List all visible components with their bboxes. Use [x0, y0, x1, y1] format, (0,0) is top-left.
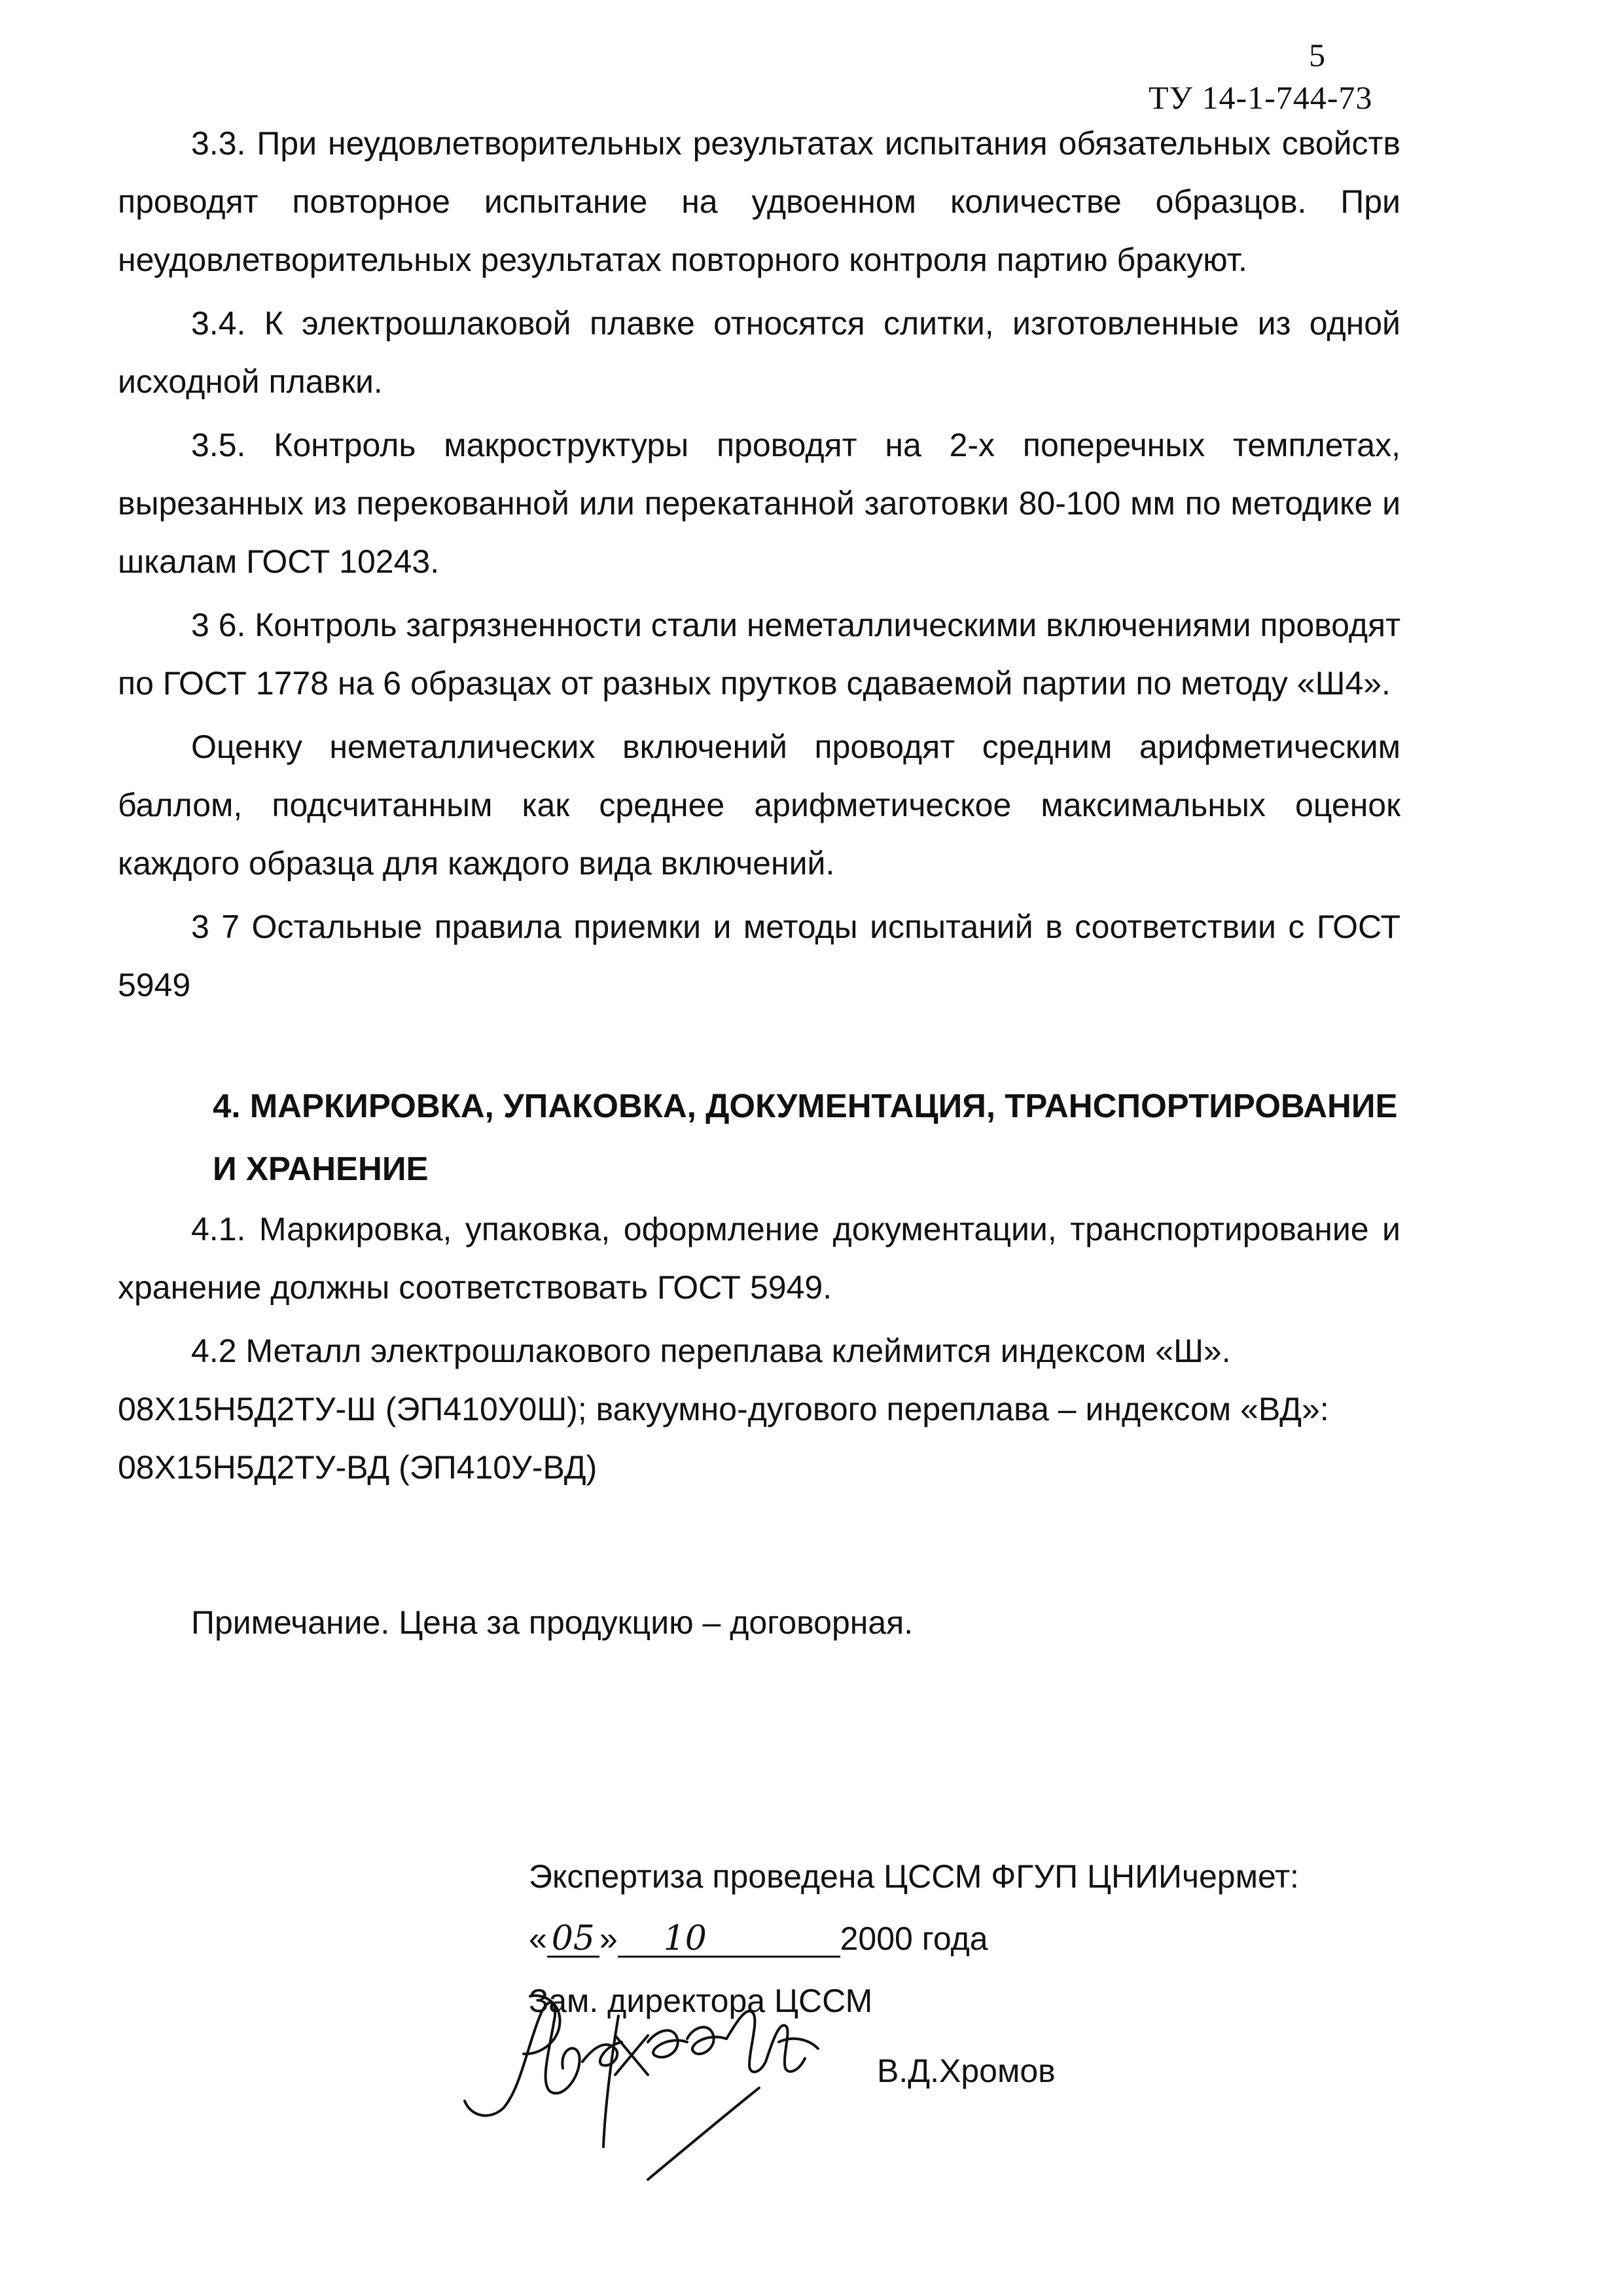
document-body	[118, 115, 1400, 1497]
date-month: 10	[618, 1922, 840, 1958]
expertise-date	[529, 1908, 1299, 1970]
date-day: 05	[547, 1922, 599, 1958]
signer-position: Зам. директора ЦССМ	[529, 1982, 873, 2019]
document-code: ТУ 14-1-744-73	[1149, 79, 1373, 116]
paragraph-3-4: 3.4. К электрошлаковой плавке относятся слитки, изготовленные из одной исходной плавки.	[118, 305, 1400, 400]
paragraph-3-6: 3 6. Контроль загрязненности стали неметаллическими включениями проводят по ГОСТ 1778 на 6 образцах от разных прутков сдаваемой партии по методу «Ш4».	[118, 607, 1400, 702]
date-quote-close: »	[599, 1920, 618, 1957]
paragraph-3-6-assessment: Оценку неметаллических включений проводят средним арифметическим баллом, подсчитанным как среднее арифметическое максимальных оценок каждого образца для каждого вида включений.	[118, 728, 1400, 882]
date-quote-open: «	[529, 1920, 547, 1957]
section-4-heading	[118, 1075, 1400, 1200]
paragraph-4-2: 4.2 Металл электрошлакового переплава клеймится индексом «Ш».	[191, 1333, 1231, 1369]
paragraph-3-5: 3.5. Контроль макроструктуры проводят на 2-х поперечных темплетах, вырезанных из перекованной или перекатанной заготовки 80-100 мм по методике и шкалам ГОСТ 10243.	[118, 427, 1400, 580]
date-year: 2000 года	[840, 1920, 988, 1957]
paragraph-4-1: 4.1. Маркировка, упаковка, оформление документации, транспортирование и хранение должны соответствовать ГОСТ 5949.	[118, 1211, 1400, 1306]
handwritten-signature	[452, 1977, 857, 2186]
paragraph-4-2-vd-line: 08Х15Н5Д2ТУ-ВД (ЭП410У-ВД)	[118, 1449, 597, 1486]
page-number: 5	[1309, 37, 1325, 73]
section-4-heading-line1: 4. МАРКИРОВКА, УПАКОВКА, ДОКУМЕНТАЦИЯ, ТРАНСПОРТИРОВАНИЕ	[213, 1087, 1398, 1124]
paragraph-4-2-grades-line: 08Х15Н5Д2ТУ-Ш (ЭП410У0Ш); вакуумно-дугового переплава – индексом «ВД»:	[118, 1391, 1329, 1427]
price-note: Примечание. Цена за продукцию – договорная.	[191, 1604, 914, 1641]
paragraph-3-7: 3 7 Остальные правила приемки и методы испытаний в соответствии с ГОСТ 5949	[118, 908, 1400, 1003]
paragraph-3-3: 3.3. При неудовлетворительных результатах испытания обязательных свойств проводят повторное испытание на удвоенном количестве образцов. При неудовлетворительных результатах повторного контроля партию бракуют.	[118, 125, 1400, 278]
expertise-statement: Экспертиза проведена ЦССМ ФГУП ЦНИИчермет:	[529, 1858, 1299, 1895]
section-4-heading-line2: И ХРАНЕНИЕ	[213, 1150, 429, 1187]
signer-name: В.Д.Хромов	[877, 2053, 1056, 2089]
